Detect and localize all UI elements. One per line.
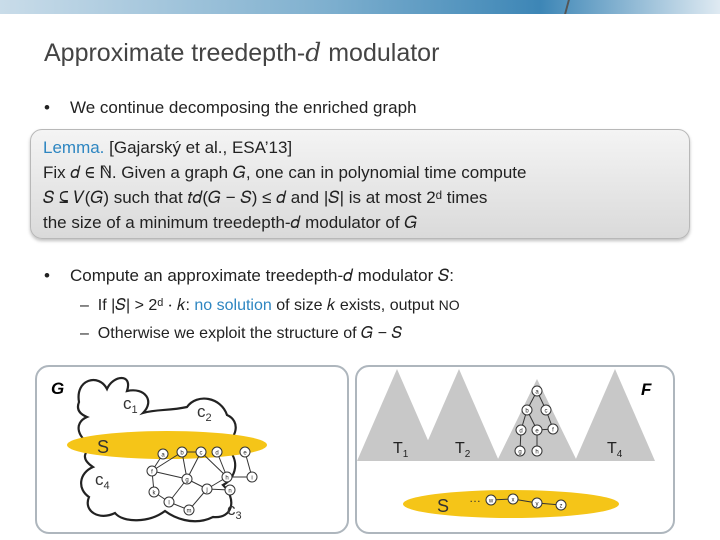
slide-title: Approximate treedepth-d modulator (44, 38, 440, 67)
lemma-box (30, 129, 690, 239)
svg-text:g: g (518, 449, 522, 456)
sub-bullet-no-solution: – If |𝑆| > 2ᵈ ⋅ 𝑘: no solution of size 𝑘 exists, output NO (80, 297, 460, 314)
graph-node-e (240, 447, 250, 457)
svg-text:a: a (161, 452, 165, 459)
graph-node-f (147, 466, 157, 476)
svg-text:b: b (180, 450, 184, 457)
svg-text:e: e (535, 428, 539, 435)
svg-text:e: e (243, 450, 247, 457)
svg-text:n: n (228, 488, 232, 495)
svg-text:k: k (152, 490, 156, 497)
tree-node-c (541, 405, 551, 415)
svg-text:g: g (185, 477, 189, 484)
lemma-line-2: Fix 𝑑 ∈ ℕ. Given a graph 𝐺, one can in polynomial time compute (43, 163, 527, 182)
s-node-x (508, 494, 518, 504)
f-label: F (641, 380, 652, 399)
graph-nodes (147, 447, 257, 515)
lemma-header: Lemma. [Gajarský et al., ESA’13] (43, 138, 293, 157)
svg-text:i: i (251, 475, 253, 482)
c4-label: $c_4$ (95, 470, 110, 492)
svg-text:a: a (535, 389, 539, 396)
bullet-text: We continue decomposing the enriched graph (70, 98, 417, 117)
svg-text:c: c (199, 450, 203, 457)
g-label: G (51, 379, 65, 398)
tree-node-f (548, 424, 558, 434)
tree-node-b (522, 405, 532, 415)
tree-node-e (532, 425, 542, 435)
graph-node-m (184, 505, 194, 515)
svg-text:l: l (168, 500, 170, 507)
no-solution-link: no solution (194, 297, 272, 314)
svg-text:z: z (559, 503, 563, 510)
s-node-z (556, 500, 566, 510)
t1-label: $T_1$ (393, 440, 409, 460)
graph-node-a (158, 449, 168, 459)
graph-node-b (177, 447, 187, 457)
ellipsis: … (469, 491, 481, 505)
lemma-line-3: 𝑆 ⊆ 𝑉(𝐺) such that 𝑡𝑑(𝐺 − 𝑆) ≤ 𝑑 and |𝑆| is at most 2ᵈ times (43, 188, 488, 207)
lemma-line-4: the size of a minimum treedepth-𝑑 modulator of 𝐺 (43, 213, 418, 232)
s-label: S (437, 496, 450, 516)
svg-text:j: j (206, 487, 208, 494)
bullet-dot: • (44, 98, 50, 117)
graph-node-k (149, 487, 159, 497)
graph-node-h (222, 472, 232, 482)
bullet-text: Compute an approximate treedepth-𝑑 modulator 𝑆: (70, 266, 455, 285)
forest-f-diagram (357, 367, 673, 532)
tree-node-h (532, 446, 542, 456)
sub-bullet-exploit: – Otherwise we exploit the structure of 𝐺 − 𝑆 (80, 325, 403, 342)
svg-text:y: y (535, 501, 539, 508)
graph-node-d (212, 447, 222, 457)
top-banner (0, 0, 720, 14)
svg-text:d: d (215, 450, 219, 457)
graph-node-c (196, 447, 206, 457)
svg-text:b: b (525, 408, 529, 415)
svg-text:w: w (488, 498, 494, 505)
svg-text:d: d (519, 428, 523, 435)
tree-node-d (516, 425, 526, 435)
s-label: S (97, 437, 110, 457)
t4-label: $T_4$ (607, 440, 623, 460)
c3-label: $c_3$ (227, 500, 242, 522)
figure-graph-g (35, 365, 349, 534)
svg-text:m: m (186, 508, 192, 515)
s-node-w (486, 495, 496, 505)
svg-text:h: h (225, 475, 229, 482)
bullet-dot: • (44, 266, 50, 285)
s-node-y (532, 498, 542, 508)
graph-node-i (247, 472, 257, 482)
svg-text:h: h (535, 449, 539, 456)
t2-label: $T_2$ (455, 440, 471, 460)
graph-node-g (182, 474, 192, 484)
graph-g-diagram (37, 367, 347, 532)
graph-node-j (202, 484, 212, 494)
c1-label: $c_1$ (123, 394, 138, 416)
c2-label: $c_2$ (197, 402, 212, 424)
figure-forest-f (355, 365, 675, 534)
svg-text:x: x (511, 497, 515, 504)
tree-node-g (515, 446, 525, 456)
svg-text:f: f (552, 427, 554, 434)
tree-node-a (532, 386, 542, 396)
graph-node-l (164, 497, 174, 507)
graph-node-n (225, 485, 235, 495)
svg-text:f: f (151, 469, 153, 476)
svg-text:c: c (544, 408, 548, 415)
